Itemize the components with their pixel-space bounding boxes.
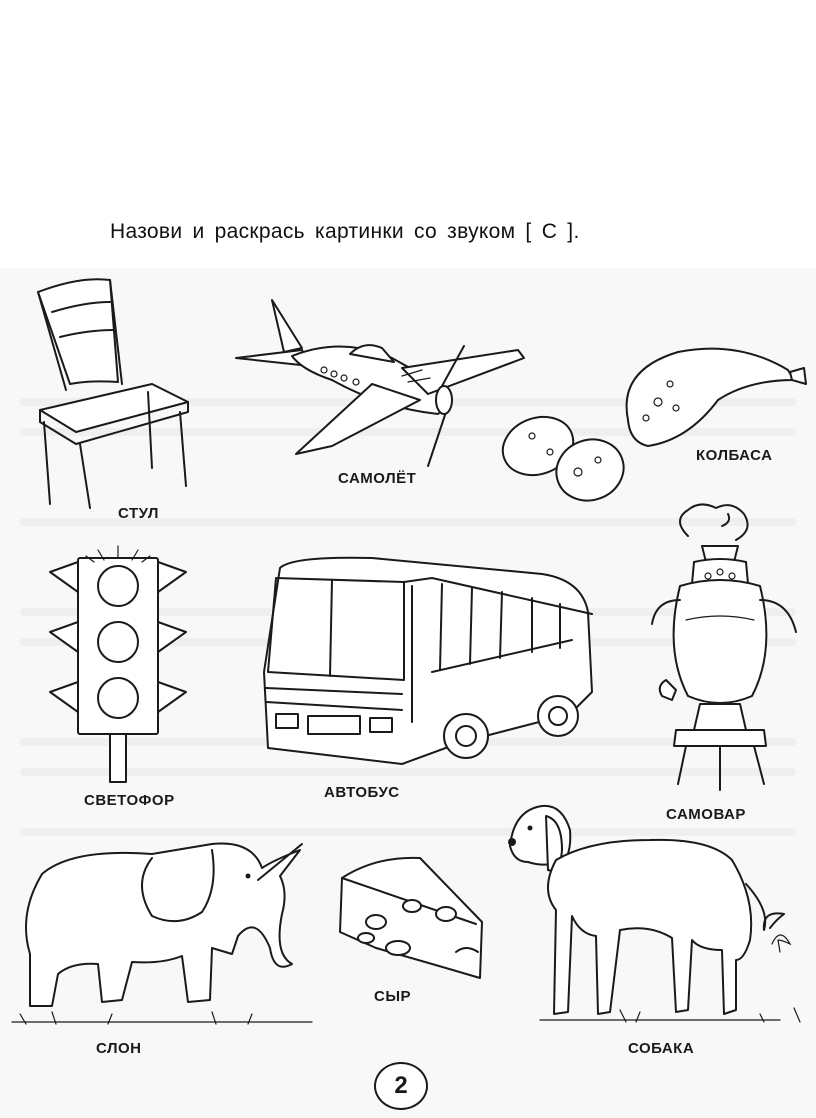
cheese-label: СЫР — [374, 988, 412, 1005]
cheese-icon — [336, 852, 486, 982]
task-instruction: Назови и раскрась картинки со звуком [ С ]. — [110, 220, 580, 243]
page-number: 2 — [374, 1062, 428, 1110]
chair-icon — [30, 272, 195, 510]
sausage-label: КОЛБАСА — [696, 447, 773, 464]
dog-icon — [500, 800, 806, 1030]
elephant-label: СЛОН — [96, 1040, 142, 1057]
traffic-light-label: СВЕТОФОР — [84, 792, 175, 809]
airplane-label: САМОЛЁТ — [338, 470, 417, 487]
airplane-icon — [232, 296, 528, 472]
samovar-label: САМОВАР — [666, 806, 746, 823]
chair-label: СТУЛ — [118, 505, 159, 522]
dog-label: СОБАКА — [628, 1040, 695, 1057]
sausage-icon — [498, 340, 810, 512]
traffic-light-icon — [46, 542, 190, 792]
bus-label: АВТОБУС — [324, 784, 400, 801]
elephant-icon — [12, 824, 312, 1030]
samovar-icon — [636, 500, 804, 796]
bus-icon — [252, 552, 602, 774]
